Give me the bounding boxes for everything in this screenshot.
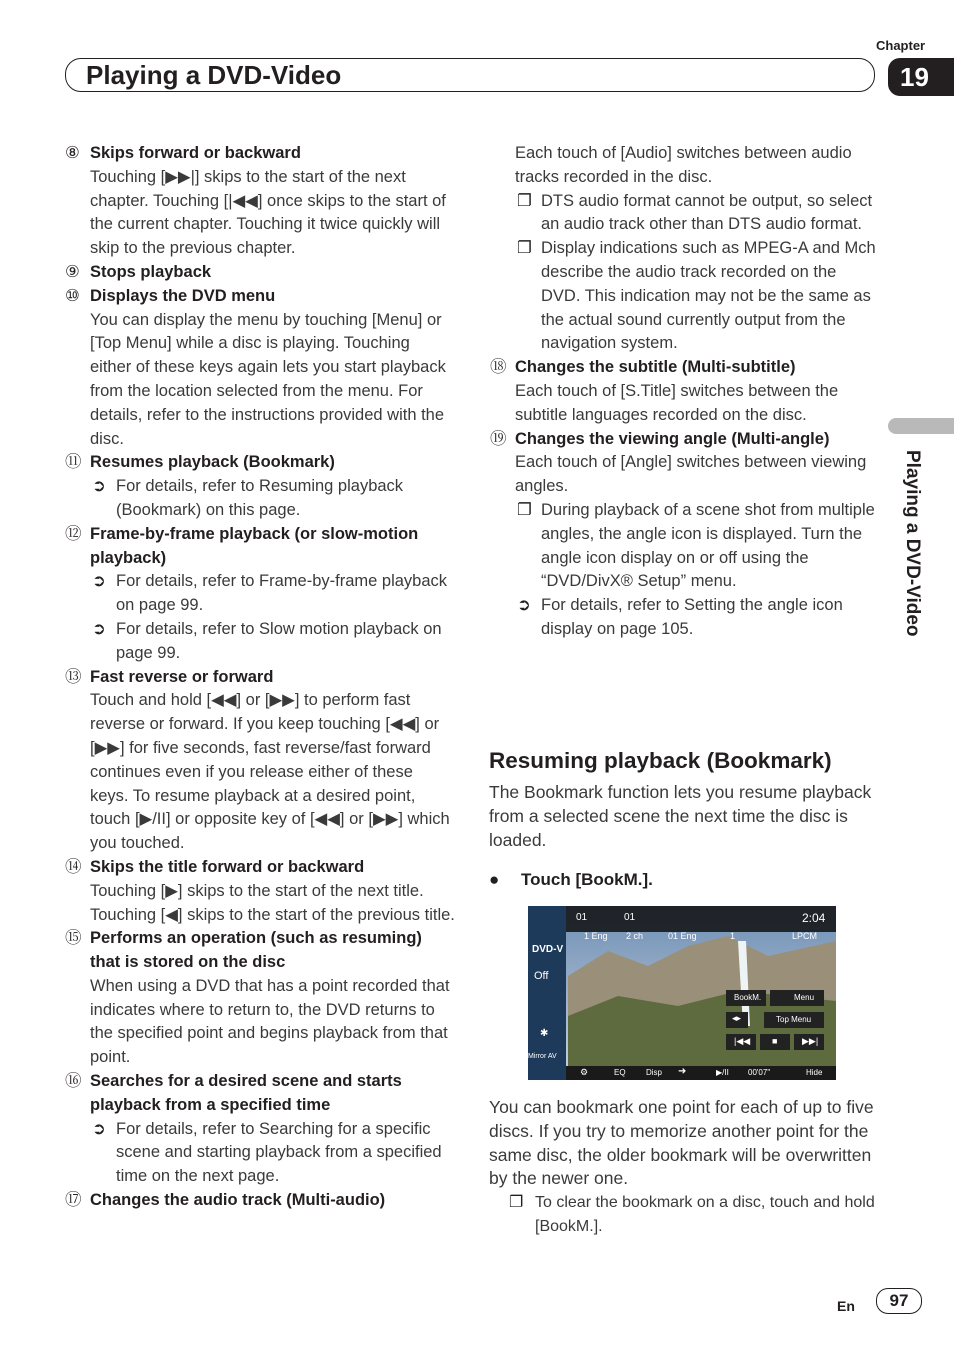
item-title: Frame-by-frame playback (or slow-motion playback) — [90, 524, 419, 567]
reference-text: For details, refer to Slow motion playback on page 99. — [116, 619, 442, 662]
side-label: Playing a DVD-Video — [902, 450, 923, 637]
checkbox-note-icon: ❐ — [517, 239, 532, 258]
chapter-indicator: 01 — [576, 912, 588, 923]
item-10 — [65, 285, 455, 452]
item-title: Skips forward or backward — [90, 144, 301, 162]
audio-body: Each touch of [Audio] switches between audio tracks recorded in the disc. — [515, 144, 852, 186]
item-body: Each touch of [S.Title] switches between the subtitle languages recorded on the disc. — [515, 381, 839, 424]
reference-text: For details, refer to Resuming playback (Bookmark) on this page. — [116, 477, 404, 519]
item-12 — [65, 523, 455, 571]
item-title: Resumes playback (Bookmark) — [90, 453, 335, 472]
item-16 — [65, 1070, 455, 1118]
note-text: DTS audio format cannot be output, so select an audio track other than DTS audio format. — [541, 191, 873, 234]
after-note — [489, 1191, 879, 1239]
item-8 — [65, 142, 455, 261]
item-number: ⑬ — [65, 667, 82, 686]
arrow-icon: ➲ — [92, 477, 106, 496]
arrow-icon: ➲ — [517, 596, 531, 615]
chapter-label: Chapter — [876, 38, 926, 53]
item-body: Touching [▶▶|] skips to the start of the next chapter. Touching [|◀◀] once skips to the start of the current chapter. Touching it twice quickly will skip to the previous chapter. — [90, 167, 446, 258]
item-title: Changes the subtitle (Multi-subtitle) — [515, 358, 796, 377]
checkbox-note-icon: ❐ — [517, 500, 532, 519]
side-tab — [888, 418, 954, 434]
item-number: ⑧ — [65, 144, 80, 162]
item-title: Fast reverse or forward — [90, 667, 274, 686]
reference-text: For details, refer to Frame-by-frame playback on page 99. — [116, 572, 448, 615]
note — [490, 237, 880, 356]
right-column — [490, 142, 880, 642]
reference-note — [65, 475, 455, 523]
item-19 — [490, 428, 880, 499]
item-number: ⑩ — [65, 286, 80, 305]
reference-note — [490, 594, 880, 642]
checkbox-note-icon: ❐ — [509, 1194, 524, 1211]
item-title: Changes the audio track (Multi-audio) — [90, 1191, 386, 1210]
arrow-icon: ➲ — [92, 619, 106, 638]
elapsed-time: 00'07" — [748, 1068, 771, 1077]
reference-note — [65, 570, 455, 618]
title-indicator: 01 — [624, 912, 636, 923]
play-pause-button[interactable]: ▶/II — [716, 1068, 729, 1077]
item-title: Changes the viewing angle (Multi-angle) — [515, 429, 830, 448]
item-number: ⑱ — [490, 358, 507, 377]
reference-note — [65, 1118, 455, 1189]
chapter-number: 19 — [888, 58, 954, 96]
section-title: Resuming playback (Bookmark) — [489, 748, 832, 773]
page-number: 97 — [876, 1288, 922, 1314]
item-body: You can display the menu by touching [Menu] or [Top Menu] while a disc is playing. Touching either of these keys again lets you start playback from the location selected from the menu. For details, refer to the instructions provided with the disc. — [90, 310, 446, 448]
checkbox-note-icon: ❐ — [517, 191, 532, 210]
item-number: ⑲ — [490, 429, 507, 448]
item-number: ⑮ — [65, 929, 82, 948]
source-label[interactable]: DVD-V — [532, 944, 564, 955]
item-15 — [65, 927, 455, 1070]
arrow-right-icon[interactable]: ➜ — [678, 1066, 687, 1077]
item-9 — [65, 261, 455, 285]
item-13 — [65, 666, 455, 856]
hide-button[interactable]: Hide — [806, 1068, 823, 1077]
item-number: ⑰ — [65, 1191, 82, 1210]
item-11 — [65, 451, 455, 475]
item-title: Searches for a desired scene and starts playback from a specified time — [90, 1072, 402, 1114]
direction-keys-icon[interactable]: ◂▸ — [732, 1013, 742, 1023]
reference-note — [65, 618, 455, 666]
after-text: You can bookmark one point for each of up to five discs. If you try to memorize another point for the same disc, the older bookmark will be overwritten by the newer one. — [489, 1097, 874, 1189]
next-button[interactable]: ▶▶| — [802, 1036, 819, 1046]
item-number: ⑨ — [65, 262, 80, 281]
page-title: Playing a DVD-Video — [86, 60, 342, 90]
item-number: ⑫ — [65, 524, 82, 543]
stop-button[interactable]: ■ — [772, 1036, 778, 1046]
item-title: Performs an operation (such as resuming) that is stored on the disc — [90, 929, 422, 972]
device-screenshot — [528, 906, 836, 1080]
off-button[interactable]: Off — [534, 970, 549, 982]
note-text: During playback of a scene shot from multiple angles, the angle icon is displayed. Turn the angle icon display on or off using the “DVD/DivX® Setup” menu. — [541, 500, 875, 591]
channels-indicator: 2 ch — [626, 931, 644, 941]
item-body: When using a DVD that has a point recorded that indicates where to return to, the DVD returns to the specified point and begins playback from that point. — [90, 976, 450, 1067]
item-title: Stops playback — [90, 262, 212, 281]
disp-button[interactable]: Disp — [646, 1068, 663, 1077]
section-intro: The Bookmark function lets you resume playback from a selected scene the next time the disc is loaded. — [489, 782, 872, 850]
item-title: Skips the title forward or backward — [90, 857, 365, 876]
item-body: Touch and hold [◀◀] or [▶▶] to perform fast reverse or forward. If you keep touching [◀◀] or [▶▶] for five seconds, fast reverse/fast forward continues even if you release either of these keys. To resume playback at a desired point, touch [▶/II] or opposite key of [◀◀] or [▶▶] which you touched. — [90, 691, 450, 853]
arrow-icon: ➲ — [92, 1119, 106, 1138]
title-bar — [65, 58, 875, 92]
note-text: To clear the bookmark on a disc, touch and hold [BookM.]. — [535, 1194, 875, 1235]
footer-language: En — [837, 1298, 855, 1314]
angle-indicator: 1 — [730, 931, 736, 941]
item-number: ⑯ — [65, 1072, 82, 1091]
top-menu-button[interactable]: Top Menu — [776, 1015, 812, 1024]
item-number: ⑭ — [65, 857, 82, 876]
note — [490, 190, 880, 238]
step-text: Touch [BookM.]. — [521, 870, 653, 889]
format-indicator: LPCM — [792, 931, 818, 941]
item-body: Touching [▶] skips to the start of the next title. Touching [◀] skips to the start of the previous title. — [90, 881, 455, 924]
prev-button[interactable]: |◀◀ — [734, 1036, 751, 1046]
audio-indicator: 1 Eng — [584, 931, 608, 941]
item-14 — [65, 856, 455, 927]
arrow-icon: ➲ — [92, 572, 106, 591]
bluetooth-icon[interactable]: ✱ — [540, 1028, 549, 1039]
item-17 — [65, 1189, 455, 1213]
step — [489, 870, 653, 890]
eq-button[interactable]: EQ — [614, 1068, 626, 1077]
note — [490, 499, 880, 594]
subtitle-indicator: 01 Eng — [668, 931, 697, 941]
item-title: Displays the DVD menu — [90, 286, 276, 305]
reference-text: For details, refer to Setting the angle icon display on page 105. — [541, 596, 843, 638]
reference-text: For details, refer to Searching for a specific scene and starting playback from a specified time on the next page. — [116, 1119, 442, 1186]
mirror-av-button[interactable]: Mirror AV — [528, 1053, 557, 1060]
item-18 — [490, 356, 880, 427]
bookm-button[interactable]: BookM. — [734, 993, 762, 1002]
left-column — [65, 142, 455, 1213]
bullet-icon: ● — [489, 870, 500, 889]
item-number: ⑪ — [65, 453, 82, 472]
clock: 2:04 — [802, 911, 826, 925]
settings-icon[interactable]: ⚙ — [580, 1067, 589, 1077]
note-text: Display indications such as MPEG-A and Mch describe the audio track recorded on the DVD. This indication may not be the same as the actual sound currently output from the navigation system. — [541, 239, 876, 353]
menu-button[interactable]: Menu — [794, 993, 815, 1002]
item-body: Each touch of [Angle] switches between viewing angles. — [515, 453, 867, 496]
